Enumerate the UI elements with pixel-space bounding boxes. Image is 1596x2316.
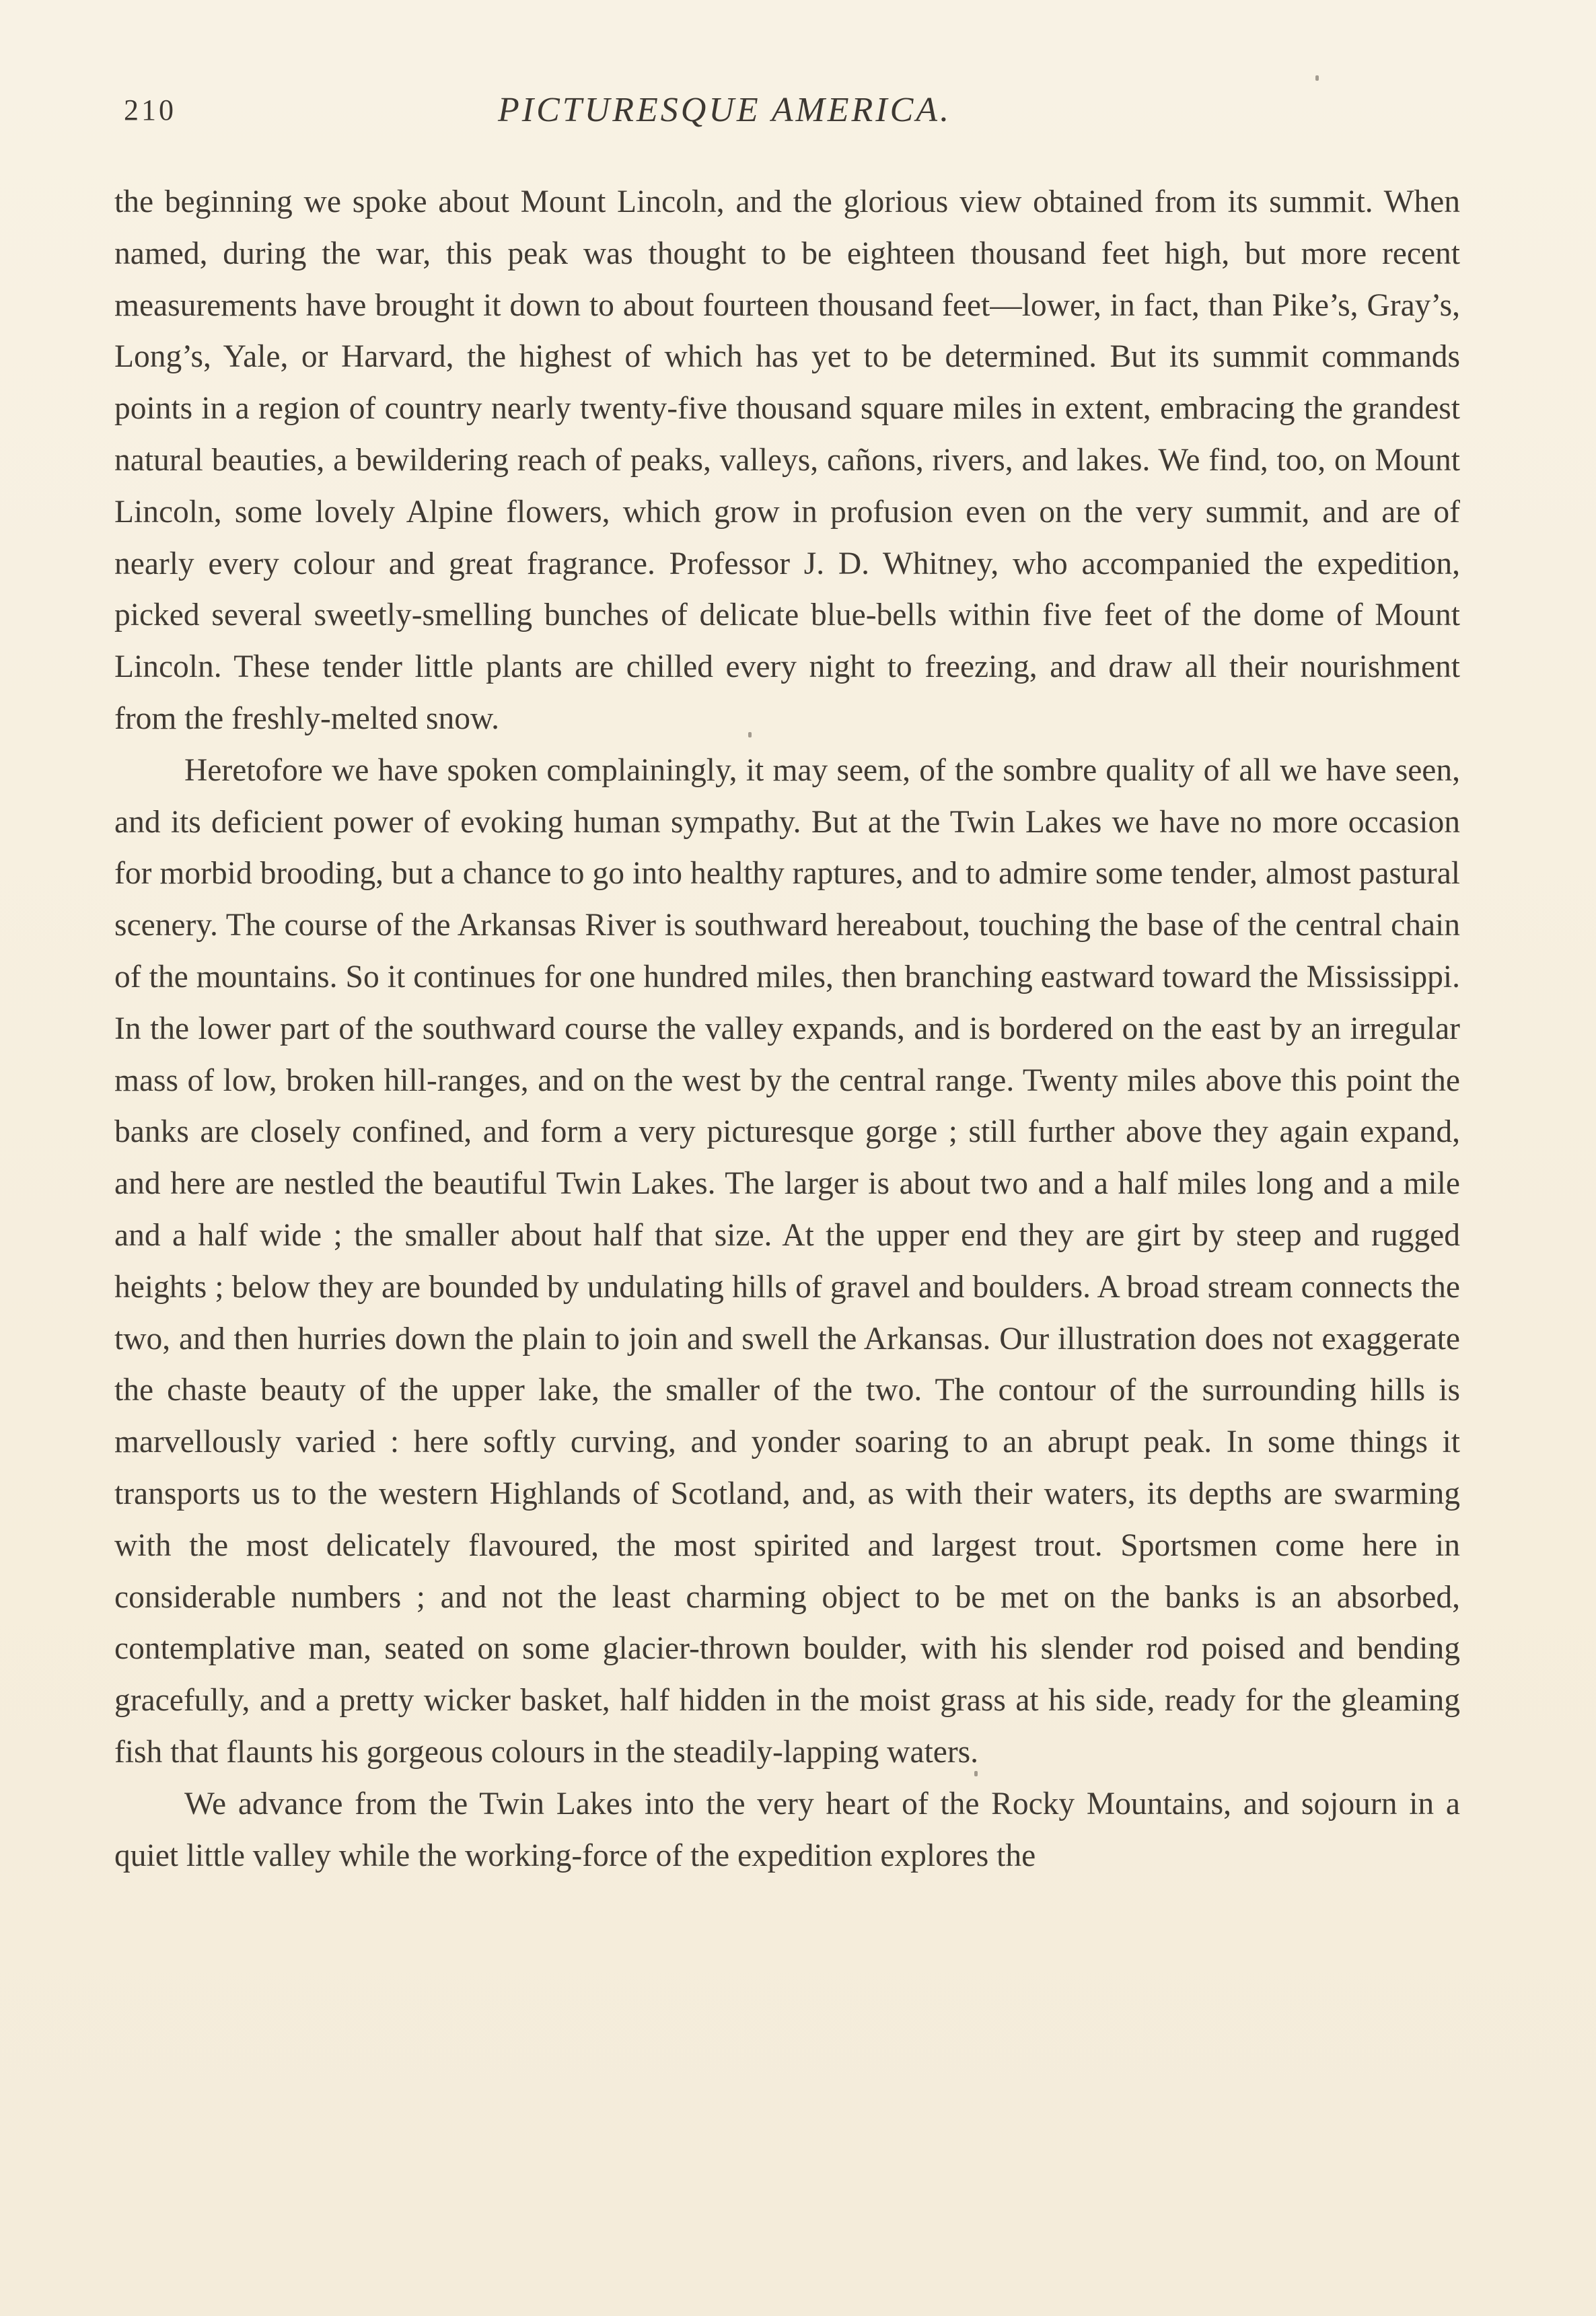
running-head: PICTURESQUE AMERICA. bbox=[498, 91, 952, 129]
print-speck bbox=[1315, 75, 1319, 81]
paragraph-twin-lakes: Heretofore we have spoken complainingly, it may seem, of the sombre quality of all we have seen, and its deficient power of evoking human sympathy. But at the Twin Lakes we have no more occasion for morbid brooding, but a chance to go into healthy raptures, and to admire some tender, almost pastural scenery. The course of the Arkansas River is southward hereabout, touching the base of the central chain of the mountains. So it continues for one hundred miles, then branching eastward toward the Mississippi. In the lower part of the southward course the valley expands, and is bordered on the east by an irregular mass of low, broken hill-ranges, and on the west by the central range. Twenty miles above this point the banks are closely confined, and form a very picturesque gorge ; still further above they again expand, and here are nestled the beautiful Twin Lakes. The larger is about two and a half miles long and a mile and a half wide ; the smaller about half that size. At the upper end they are girt by steep and rugged heights ; below they are bounded by undulating hills of gravel and boulders. A broad stream connects the two, and then hurries down the plain to join and swell the Arkansas. Our illustration does not exaggerate the chaste beauty of the upper lake, the smaller of the two. The contour of the surrounding hills is marvellously varied : here softly curving, and yonder soaring to an abrupt peak. In some things it transports us to the western Highlands of Scotland, and, as with their waters, its depths are swarming with the most delicately flavoured, the most spirited and largest trout. Sportsmen come here in considerable numbers ; and not the least charming object to be met on the banks is an absorbed, contemplative man, seated on some glacier-thrown boulder, with his slender rod poised and bending gracefully, and a pretty wicker basket, half hidden in the moist grass at his side, ready for the gleaming fish that flaunts his gorgeous colours in the steadily-lapping waters. bbox=[114, 752, 1460, 1770]
print-speck bbox=[748, 732, 752, 737]
paragraph-continued: the beginning we spoke about Mount Lincoln, and the glorious view obtained from its summit. When named, during the war, this peak was thought to be eighteen thousand feet high, but more recent measurements have brought it down to about fourteen thousand feet—lower, in fact, than Pike’s, Gray’s, Long’s, Yale, or Harvard, the highest of which has yet to be determined. But its summit commands points in a region of country nearly twenty-five thousand square miles in extent, embracing the grandest natural beauties, a bewildering reach of peaks, valleys, cañons, rivers, and lakes. We find, too, on Mount Lincoln, some lovely Alpine flowers, which grow in profusion even on the very summit, and are of nearly every colour and great fragrance. Professor J. D. Whitney, who accompanied the expedition, picked several sweetly-smelling bunches of delicate blue-bells within five feet of the dome of Mount Lincoln. These tender little plants are chilled every night to freezing, and draw all their nourishment from the freshly-melted snow. bbox=[114, 184, 1460, 736]
page-number: 210 bbox=[124, 94, 176, 126]
body-text bbox=[114, 176, 1460, 1881]
print-speck bbox=[974, 1771, 978, 1776]
page-header bbox=[114, 86, 1474, 140]
paragraph-rocky-mountains: We advance from the Twin Lakes into the very heart of the Rocky Mountains, and sojourn in a quiet little valley while the working-force of the expedition explores the bbox=[114, 1786, 1460, 1873]
